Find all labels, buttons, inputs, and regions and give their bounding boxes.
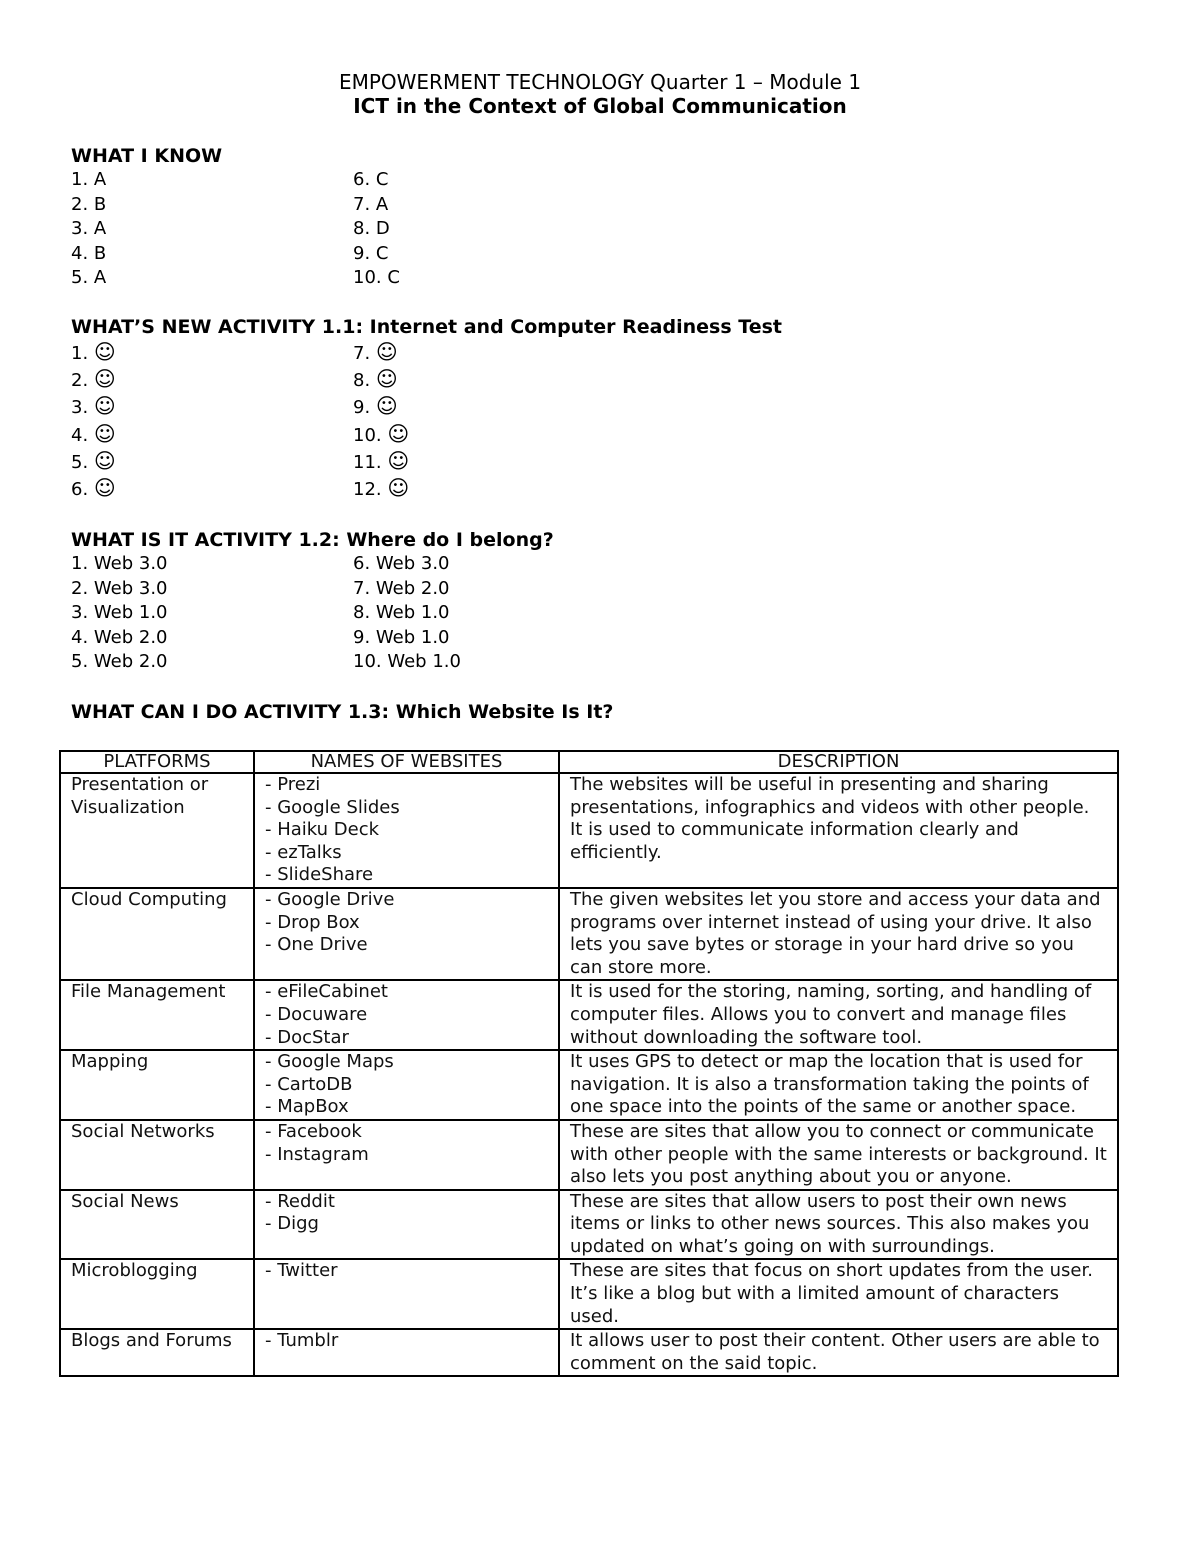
whats-new-section [71,315,1131,500]
description-cell: These are sites that focus on short updates from the user. It’s like a blog but with a limited amount of characters used. [559,1259,1118,1329]
table-header-row [60,751,1118,773]
answer-item [71,448,116,475]
answer-item: 8. Web 1.0 [353,602,450,624]
header-names-of-websites: NAMES OF WEBSITES [254,751,559,773]
answer-item: 9. Web 1.0 [353,626,450,648]
item-number: 5. [71,451,89,473]
item-number: 9. [353,397,371,419]
item-number: 8. [353,370,371,392]
description-cell: The websites will be useful in presenting and sharing presentations, infographics and videos with other people. It is used to communicate information clearly and efficiently. [559,773,1118,888]
smiley-face-icon: ☺ [387,448,410,473]
website-name: - CartoDB [265,1073,353,1095]
document-title: EMPOWERMENT TECHNOLOGY Quarter 1 – Module 1 [338,70,862,94]
platform-cell: Presentation or Visualization [60,773,254,888]
answer-item [71,366,116,393]
answer-item [71,393,116,420]
answer-item: 6. C [353,169,389,190]
table-row [60,1120,1118,1190]
smiley-face-icon: ☺ [93,421,116,446]
answer-item: 7. Web 2.0 [353,577,450,599]
answer-item: 7. A [353,193,389,215]
answer-item: 1. A [71,169,107,190]
smiley-face-icon: ☺ [387,421,410,446]
website-name: - One Drive [265,934,368,956]
websites-cell [254,888,559,980]
item-number: 2. [71,370,89,392]
description-cell: The given websites let you store and access your data and programs over internet instead of using your drive. It also lets you save bytes or storage in your hard drive so you can store more. [559,888,1118,980]
smiley-face-icon: ☺ [93,367,116,392]
website-name: - Digg [265,1213,319,1235]
answer-item [353,475,409,502]
table-row [60,1329,1118,1376]
item-number: 10. [353,424,382,446]
answer-column-left [71,339,116,502]
websites-cell [254,1050,559,1120]
website-name: - Reddit [265,1190,335,1212]
platform-cell: File Management [60,980,254,1050]
smiley-face-icon: ☺ [93,340,116,364]
answer-item: 1. Web 3.0 [71,553,168,574]
answer-column-right [353,339,409,502]
answer-column-left [71,552,168,675]
what-i-know-section [71,144,1131,289]
website-name: - Prezi [265,774,321,795]
website-name: - eFileCabinet [265,981,388,1003]
table-body [60,773,1118,1376]
item-number: 1. [71,343,89,364]
header-platforms: PLATFORMS [60,751,254,773]
smiley-face-icon: ☺ [375,340,398,364]
table-row [60,773,1118,888]
website-name: - MapBox [265,1096,349,1118]
smiley-face-icon: ☺ [93,394,116,419]
item-number: 11. [353,451,382,473]
section-heading: WHAT CAN I DO ACTIVITY 1.3: Which Website Is It? [71,701,614,723]
answer-item [353,421,409,448]
website-name: - Google Slides [265,796,400,818]
answer-item [353,366,409,393]
item-number: 4. [71,424,89,446]
websites-cell [254,1259,559,1329]
answer-item [71,475,116,502]
website-name: - Docuware [265,1003,368,1025]
answer-item: 9. C [353,242,389,264]
websites-cell [254,1120,559,1190]
websites-cell [254,980,559,1050]
what-can-i-do-section [71,700,1131,724]
table-row [60,1190,1118,1260]
description-cell: These are sites that allow you to connect or communicate with other people with the same interests or background. It also lets you post anything about you or anyone. [559,1120,1118,1190]
answer-item [353,393,409,420]
website-name: - ezTalks [265,841,342,863]
answer-item [353,448,409,475]
platform-cell: Social News [60,1190,254,1260]
item-number: 6. [71,478,89,500]
platform-cell: Mapping [60,1050,254,1120]
answer-item [353,339,409,366]
smiley-face-icon: ☺ [387,475,410,500]
description-cell: It allows user to post their content. Other users are able to comment on the said topic. [559,1329,1118,1376]
table-row [60,1259,1118,1329]
website-name: - Google Maps [265,1051,394,1073]
table-row [60,980,1118,1050]
answer-column-right [353,552,461,675]
document-subtitle: ICT in the Context of Global Communication [353,94,847,118]
smiley-face-icon: ☺ [375,394,398,419]
answer-item: 5. A [71,267,107,289]
what-is-it-section [71,528,1131,673]
table-row [60,1050,1118,1120]
item-number: 3. [71,397,89,419]
section-heading: WHAT’S NEW ACTIVITY 1.1: Internet and Computer Readiness Test [71,316,782,338]
answer-item [71,421,116,448]
section-heading: WHAT I KNOW [71,145,223,167]
answer-item: 10. Web 1.0 [353,651,461,673]
website-name: - Google Drive [265,888,395,910]
answer-item: 4. Web 2.0 [71,626,168,648]
answer-item: 3. A [71,218,107,240]
website-name: - Twitter [265,1260,338,1282]
answer-item: 2. B [71,193,107,215]
answer-item: 5. Web 2.0 [71,651,168,673]
item-number: 7. [353,343,371,364]
platform-cell: Social Networks [60,1120,254,1190]
answer-item: 6. Web 3.0 [353,553,450,574]
description-cell: It is used for the storing, naming, sorting, and handling of computer files. Allows you to convert and manage files without downloading the software tool. [559,980,1118,1050]
answer-item: 3. Web 1.0 [71,602,168,624]
platform-cell: Cloud Computing [60,888,254,980]
websites-cell [254,1329,559,1376]
website-name: - Drop Box [265,911,360,933]
platform-cell: Blogs and Forums [60,1329,254,1376]
description-cell: These are sites that allow users to post their own news items or links to other news sources. This also makes you updated on what’s going on with surroundings. [559,1190,1118,1260]
website-name: - Haiku Deck [265,819,380,841]
website-name: - Instagram [265,1143,369,1165]
answer-item: 10. C [353,267,400,289]
item-number: 12. [353,478,382,500]
section-heading: WHAT IS IT ACTIVITY 1.2: Where do I belong? [71,529,554,551]
website-name: - Facebook [265,1120,362,1142]
website-name: - Tumblr [265,1330,339,1352]
table-row [60,888,1118,980]
answer-column-right [353,168,400,291]
websites-cell [254,1190,559,1260]
smiley-face-icon: ☺ [93,475,116,500]
websites-table [59,750,1119,1377]
smiley-face-icon: ☺ [375,367,398,392]
description-cell: It uses GPS to detect or map the location that is used for navigation. It is also a transformation taking the points of one space into the points of the same or another space. [559,1050,1118,1120]
website-name: - SlideShare [265,864,374,886]
answer-item: 2. Web 3.0 [71,577,168,599]
answer-item: 4. B [71,242,107,264]
smiley-face-icon: ☺ [93,448,116,473]
websites-cell [254,773,559,888]
platform-cell: Microblogging [60,1259,254,1329]
answer-item [71,339,116,366]
answer-column-left [71,168,106,291]
header-description: DESCRIPTION [559,751,1118,773]
answer-item: 8. D [353,218,390,240]
website-name: - DocStar [265,1026,349,1048]
